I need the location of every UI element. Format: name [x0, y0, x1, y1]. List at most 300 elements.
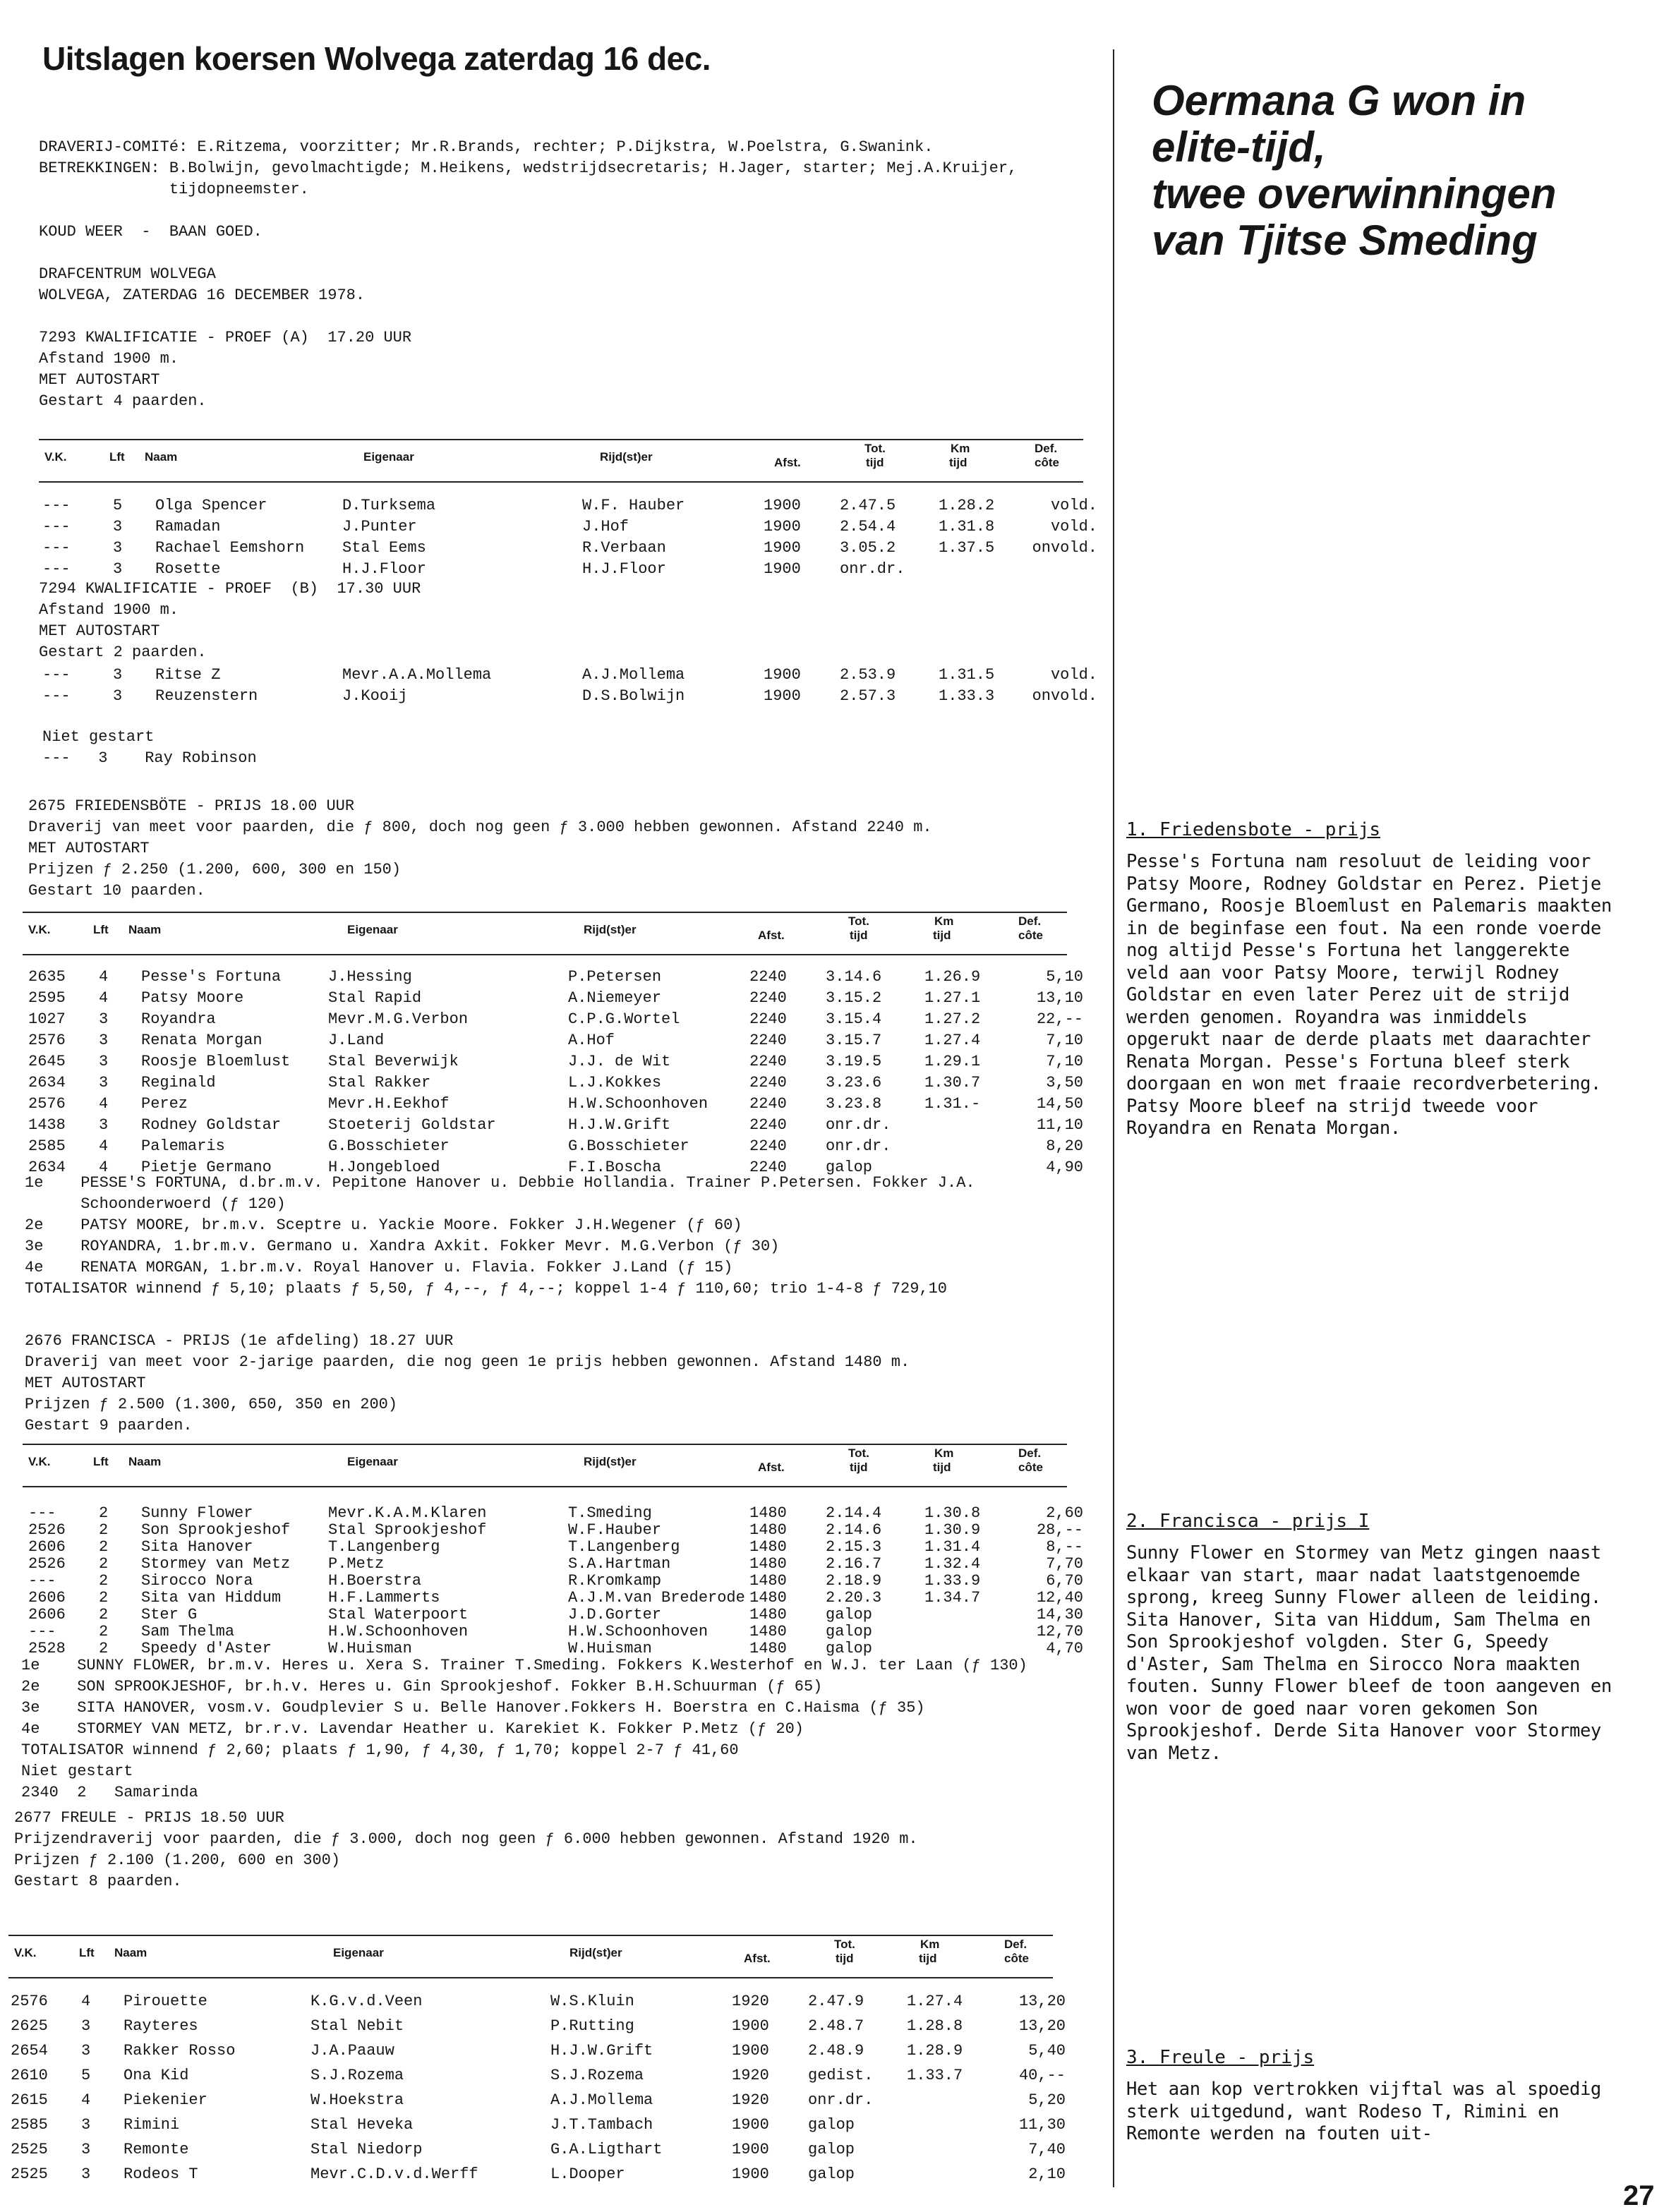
column-header-tot1: Tot. — [864, 442, 886, 455]
cell-afst: 2240 — [749, 989, 787, 1007]
cell-afst: 1900 — [732, 2042, 769, 2060]
cell-naam: Rimini — [123, 2116, 180, 2134]
cell-rijder: A.Niemeyer — [568, 989, 662, 1007]
cell-rijder: T.Langenberg — [568, 1538, 680, 1556]
cell-eigenaar: Mevr.K.A.M.Klaren — [328, 1504, 487, 1522]
cell-def-cote: 4,90 — [1046, 1159, 1083, 1176]
results-table-header — [39, 439, 1083, 483]
cell-afst: 1920 — [732, 1993, 769, 2010]
cell-lft: 3 — [81, 2165, 91, 2183]
cell-eigenaar: H.F.Lammerts — [328, 1589, 440, 1607]
column-header-tot1: Tot. — [834, 1938, 855, 1951]
cell-tot-tijd: 3.19.5 — [826, 1053, 882, 1070]
cell-eigenaar: H.W.Schoonhoven — [328, 1623, 469, 1640]
column-header-eigenaar: Eigenaar — [347, 1455, 398, 1468]
cell-lft: 2 — [99, 1504, 109, 1522]
cell-lft: 3 — [113, 666, 123, 684]
cell-rijder: W.S.Kluin — [550, 1993, 634, 2010]
cell-def-cote: 2,60 — [1046, 1504, 1083, 1522]
cell-naam: Sam Thelma — [141, 1623, 235, 1640]
article-title-line: van Tjitse Smeding — [1152, 217, 1538, 264]
cell-tot-tijd: 3.05.2 — [840, 539, 896, 557]
cell-lft: 3 — [113, 539, 123, 557]
intro-line: KOUD WEER - BAAN GOED. — [39, 223, 263, 241]
cell-vk: 2615 — [11, 2091, 48, 2109]
cell-km-tijd: 1.37.5 — [939, 539, 995, 557]
cell-def-cote: 14,30 — [1036, 1606, 1083, 1624]
cell-lft: 4 — [99, 1137, 109, 1155]
cell-def-cote: vold. — [1050, 666, 1097, 684]
cell-km-tijd: 1.33.9 — [924, 1572, 981, 1590]
page-number: 27 — [1623, 2180, 1655, 2211]
cell-rijder: C.P.G.Wortel — [568, 1010, 680, 1028]
cell-tot-tijd: 2.48.7 — [808, 2017, 864, 2035]
cell-tot-tijd: galop — [808, 2116, 855, 2134]
cell-km-tijd: 1.27.4 — [924, 1032, 981, 1049]
cell-afst: 1900 — [732, 2116, 769, 2134]
column-header-eigenaar: Eigenaar — [333, 1946, 384, 1959]
cell-def-cote: 4,70 — [1046, 1640, 1083, 1657]
cell-def-cote: 2,10 — [1028, 2165, 1066, 2183]
cell-afst: 2240 — [749, 1116, 787, 1134]
cell-tot-tijd: 3.23.6 — [826, 1074, 882, 1092]
cell-naam: Rosette — [155, 560, 221, 578]
race-info — [39, 579, 421, 663]
race-info — [25, 1331, 910, 1437]
race-info-line: Niet gestart — [21, 1763, 133, 1780]
cell-rijder: D.S.Bolwijn — [582, 687, 685, 705]
cell-km-tijd: 1.31.- — [924, 1095, 981, 1113]
cell-eigenaar: Mevr.A.A.Mollema — [342, 666, 492, 684]
column-header-tot2: tijd — [850, 1461, 868, 1474]
cell-tot-tijd: 3.14.6 — [826, 968, 882, 986]
race-report-title: 2. Francisca - prijs I — [1126, 1511, 1370, 1532]
cell-afst: 1900 — [764, 539, 801, 557]
cell-def-cote: 3,50 — [1046, 1074, 1083, 1092]
column-header-rijder: Rijd(st)er — [584, 923, 637, 936]
race-info-line: Gestart 10 paarden. — [28, 882, 205, 900]
cell-km-tijd: 1.33.7 — [907, 2067, 963, 2084]
column-header-def2: côte — [1018, 1461, 1043, 1474]
cell-lft: 2 — [99, 1606, 109, 1624]
race-info — [25, 1173, 975, 1300]
cell-naam: Roosje Bloemlust — [141, 1053, 291, 1070]
cell-def-cote: onvold. — [1032, 539, 1097, 557]
column-header-tot2: tijd — [836, 1952, 854, 1965]
cell-vk: 2528 — [28, 1640, 66, 1657]
cell-rijder: H.J.W.Grift — [550, 2042, 653, 2060]
race-report-title: 3. Freule - prijs — [1126, 2047, 1315, 2068]
race-info-line: Draverij van meet voor 2-jarige paarden, die nog geen 1e prijs hebben gewonnen. Afstand 1480 m. — [25, 1353, 910, 1371]
cell-def-cote: 7,40 — [1028, 2141, 1066, 2158]
cell-eigenaar: Stal Rapid — [328, 989, 422, 1007]
cell-km-tijd: 1.31.4 — [924, 1538, 981, 1556]
column-header-tot2: tijd — [866, 456, 884, 469]
article-title — [1152, 78, 1660, 264]
cell-eigenaar: Mevr.M.G.Verbon — [328, 1010, 469, 1028]
cell-vk: 2576 — [28, 1095, 66, 1113]
cell-afst: 1480 — [749, 1640, 787, 1657]
cell-tot-tijd: 2.15.3 — [826, 1538, 882, 1556]
cell-lft: 2 — [99, 1589, 109, 1607]
cell-lft: 3 — [81, 2141, 91, 2158]
cell-lft: 2 — [99, 1572, 109, 1590]
cell-rijder: L.J.Kokkes — [568, 1074, 662, 1092]
cell-eigenaar: H.J.Floor — [342, 560, 426, 578]
cell-eigenaar: Stal Niedorp — [311, 2141, 423, 2158]
race-info — [42, 727, 257, 769]
column-header-def1: Def. — [1018, 1446, 1042, 1460]
cell-rijder: G.Bosschieter — [568, 1137, 689, 1155]
cell-rijder: L.Dooper — [550, 2165, 625, 2183]
cell-vk: 2526 — [28, 1555, 66, 1573]
cell-eigenaar: S.J.Rozema — [311, 2067, 404, 2084]
cell-naam: Sirocco Nora — [141, 1572, 253, 1590]
cell-eigenaar: J.Punter — [342, 518, 417, 536]
column-header-def1: Def. — [1035, 442, 1058, 455]
cell-km-tijd: 1.28.9 — [907, 2042, 963, 2060]
intro-line — [39, 200, 1017, 222]
cell-lft: 4 — [99, 1159, 109, 1176]
cell-def-cote: 8,-- — [1046, 1538, 1083, 1556]
cell-lft: 3 — [99, 1010, 109, 1028]
cell-eigenaar: J.Hessing — [328, 968, 412, 986]
cell-km-tijd: 1.30.7 — [924, 1074, 981, 1092]
race-report-title: 1. Friedensbote - prijs — [1126, 819, 1381, 840]
cell-def-cote: onvold. — [1032, 687, 1097, 705]
results-table-header — [8, 1935, 1053, 1978]
cell-naam: Perez — [141, 1095, 188, 1113]
cell-vk: --- — [42, 687, 71, 705]
cell-tot-tijd: 2.14.4 — [826, 1504, 882, 1522]
intro-line — [39, 243, 1017, 264]
cell-vk: 1027 — [28, 1010, 66, 1028]
race-info-line: 2677 FREULE - PRIJS 18.50 UUR — [14, 1809, 284, 1827]
intro-line: MET AUTOSTART — [39, 371, 160, 389]
column-header-naam: Naam — [145, 450, 178, 464]
intro-line: BETREKKINGEN: B.Bolwijn, gevolmachtigde; M.Heikens, wedstrijdsecretaris; H.Jager, starter; Mej.A.Kruijer, — [39, 159, 1018, 177]
race-info-line: Prijzen ƒ 2.500 (1.300, 650, 350 en 200) — [25, 1396, 398, 1413]
race-info-line: 3e ROYANDRA, 1.br.m.v. Germano u. Xandra Axkit. Fokker Mevr. M.G.Verbon (ƒ 30) — [25, 1238, 780, 1255]
cell-eigenaar: P.Metz — [328, 1555, 385, 1573]
race-info-line: Draverij van meet voor paarden, die ƒ 800, doch nog geen ƒ 3.000 hebben gewonnen. Afstand 2240 m. — [28, 818, 932, 836]
cell-lft: 4 — [99, 968, 109, 986]
race-info-line: 2675 FRIEDENSBÖTE - PRIJS 18.00 UUR — [28, 797, 355, 815]
cell-afst: 1480 — [749, 1572, 787, 1590]
cell-rijder: A.J.Mollema — [550, 2091, 653, 2109]
results-table-header — [23, 912, 1067, 955]
cell-naam: Sita Hanover — [141, 1538, 253, 1556]
cell-def-cote: 13,20 — [1018, 2017, 1066, 2035]
cell-km-tijd: 1.31.8 — [939, 518, 995, 536]
cell-eigenaar: H.Jongebloed — [328, 1159, 440, 1176]
cell-lft: 3 — [99, 1074, 109, 1092]
cell-lft: 3 — [99, 1032, 109, 1049]
cell-naam: Sunny Flower — [141, 1504, 253, 1522]
race-info-line: Afstand 1900 m. — [39, 601, 179, 619]
cell-vk: 2634 — [28, 1074, 66, 1092]
column-header-tot2: tijd — [850, 929, 868, 942]
cell-km-tijd: 1.27.2 — [924, 1010, 981, 1028]
cell-km-tijd: 1.28.8 — [907, 2017, 963, 2035]
cell-eigenaar: J.A.Paauw — [311, 2042, 394, 2060]
cell-tot-tijd: galop — [826, 1159, 873, 1176]
column-header-eigenaar: Eigenaar — [347, 923, 398, 936]
intro-line: Gestart 4 paarden. — [39, 392, 207, 410]
cell-naam: Piekenier — [123, 2091, 207, 2109]
column-header-def1: Def. — [1004, 1938, 1027, 1951]
cell-tot-tijd: galop — [808, 2165, 855, 2183]
cell-afst: 1480 — [749, 1589, 787, 1607]
cell-rijder: W.F. Hauber — [582, 497, 685, 514]
cell-vk: 2585 — [28, 1137, 66, 1155]
cell-tot-tijd: galop — [826, 1606, 873, 1624]
cell-afst: 1480 — [749, 1623, 787, 1640]
cell-def-cote: 12,40 — [1036, 1589, 1083, 1607]
cell-lft: 2 — [99, 1521, 109, 1539]
race-info-line: MET AUTOSTART — [28, 840, 150, 857]
cell-afst: 1900 — [764, 497, 801, 514]
cell-vk: --- — [42, 518, 71, 536]
cell-naam: Royandra — [141, 1010, 216, 1028]
cell-naam: Patsy Moore — [141, 989, 244, 1007]
cell-naam: Rachael Eemshorn — [155, 539, 305, 557]
cell-def-cote: 7,10 — [1046, 1053, 1083, 1070]
cell-afst: 1900 — [732, 2141, 769, 2158]
cell-rijder: T.Smeding — [568, 1504, 652, 1522]
cell-km-tijd: 1.31.5 — [939, 666, 995, 684]
cell-eigenaar: Stal Sprookjeshof — [328, 1521, 487, 1539]
cell-tot-tijd: 2.16.7 — [826, 1555, 882, 1573]
cell-def-cote: 12,70 — [1036, 1623, 1083, 1640]
cell-lft: 3 — [113, 518, 123, 536]
cell-naam: Ona Kid — [123, 2067, 189, 2084]
cell-vk: 2654 — [11, 2042, 48, 2060]
cell-km-tijd: 1.32.4 — [924, 1555, 981, 1573]
race-report — [1126, 2046, 1620, 2146]
cell-tot-tijd: onr.dr. — [808, 2091, 874, 2109]
cell-vk: 2525 — [11, 2141, 48, 2158]
column-header-km2: tijd — [933, 1461, 951, 1474]
cell-tot-tijd: 3.15.7 — [826, 1032, 882, 1049]
race-info-line: MET AUTOSTART — [25, 1374, 146, 1392]
cell-def-cote: 7,10 — [1046, 1032, 1083, 1049]
column-header-rijder: Rijd(st)er — [584, 1455, 637, 1468]
cell-vk: --- — [42, 497, 71, 514]
column-header-def1: Def. — [1018, 914, 1042, 928]
column-header-def2: côte — [1035, 456, 1059, 469]
race-info — [21, 1655, 1027, 1803]
cell-lft: 3 — [81, 2017, 91, 2035]
cell-rijder: P.Petersen — [568, 968, 662, 986]
cell-vk: 2634 — [28, 1159, 66, 1176]
cell-tot-tijd: 2.20.3 — [826, 1589, 882, 1607]
column-header-naam: Naam — [114, 1946, 147, 1959]
cell-eigenaar: Mevr.H.Eekhof — [328, 1095, 450, 1113]
race-info-line: 1e SUNNY FLOWER, br.m.v. Heres u. Xera S. Trainer T.Smeding. Fokkers K.Westerhof en W.J. ter Laan (ƒ 130) — [21, 1657, 1027, 1674]
cell-eigenaar: Stal Heveka — [311, 2116, 414, 2134]
cell-naam: Sita van Hiddum — [141, 1589, 282, 1607]
cell-vk: 2635 — [28, 968, 66, 986]
cell-rijder: J.J. de Wit — [568, 1053, 671, 1070]
cell-afst: 2240 — [749, 1074, 787, 1092]
cell-afst: 1480 — [749, 1504, 787, 1522]
cell-km-tijd: 1.26.9 — [924, 968, 981, 986]
race-info-line: 4e STORMEY VAN METZ, br.r.v. Lavendar Heather u. Karekiet K. Fokker P.Metz (ƒ 20) — [21, 1720, 804, 1738]
race-info-line: 7294 KWALIFICATIE - PROEF (B) 17.30 UUR — [39, 580, 421, 598]
cell-eigenaar: W.Huisman — [328, 1640, 412, 1657]
cell-tot-tijd: 3.23.8 — [826, 1095, 882, 1113]
cell-lft: 3 — [113, 560, 123, 578]
intro-line — [39, 306, 1017, 327]
race-report-text: Het aan kop vertrokken vijftal was al spoedig sterk uitgedund, want Rodeso T, Rimini en Remonte werden na fouten uit- — [1126, 2079, 1601, 2144]
cell-def-cote: 14,50 — [1036, 1095, 1083, 1113]
cell-vk: 2606 — [28, 1606, 66, 1624]
cell-rijder: A.J.M.van Brederode — [568, 1589, 745, 1607]
cell-rijder: W.F.Hauber — [568, 1521, 662, 1539]
column-header-rijder: Rijd(st)er — [600, 450, 653, 464]
cell-eigenaar: Stoeterij Goldstar — [328, 1116, 496, 1134]
cell-eigenaar: D.Turksema — [342, 497, 436, 514]
column-header-def2: côte — [1018, 929, 1043, 942]
column-header-afst: Afst. — [758, 1461, 785, 1474]
race-info-line: TOTALISATOR winnend ƒ 2,60; plaats ƒ 1,90, ƒ 4,30, ƒ 1,70; koppel 2-7 ƒ 41,60 — [21, 1741, 739, 1759]
race-info — [28, 796, 932, 902]
cell-def-cote: 28,-- — [1036, 1521, 1083, 1539]
column-header-km1: Km — [920, 1938, 940, 1951]
cell-tot-tijd: 2.14.6 — [826, 1521, 882, 1539]
cell-naam: Olga Spencer — [155, 497, 267, 514]
page-headline: Uitslagen koersen Wolvega zaterdag 16 dec. — [42, 40, 711, 77]
cell-def-cote: 13,20 — [1018, 1993, 1066, 2010]
column-header-km2: tijd — [949, 456, 967, 469]
race-info-line: Niet gestart — [42, 728, 155, 746]
cell-def-cote: 11,10 — [1036, 1116, 1083, 1134]
column-divider — [1113, 49, 1114, 2187]
column-header-vk: V.K. — [14, 1946, 37, 1959]
cell-def-cote: 22,-- — [1036, 1010, 1083, 1028]
cell-naam: Pirouette — [123, 1993, 207, 2010]
cell-lft: 3 — [113, 687, 123, 705]
cell-rijder: J.Hof — [582, 518, 629, 536]
cell-afst: 1920 — [732, 2067, 769, 2084]
column-header-vk: V.K. — [28, 1455, 51, 1468]
cell-lft: 2 — [99, 1640, 109, 1657]
cell-eigenaar: G.Bosschieter — [328, 1137, 450, 1155]
cell-rijder: H.J.Floor — [582, 560, 666, 578]
cell-naam: Rayteres — [123, 2017, 198, 2035]
cell-naam: Ritse Z — [155, 666, 221, 684]
cell-km-tijd: 1.30.9 — [924, 1521, 981, 1539]
cell-eigenaar: J.Kooij — [342, 687, 408, 705]
cell-lft: 2 — [99, 1538, 109, 1556]
cell-rijder: J.T.Tambach — [550, 2116, 653, 2134]
cell-def-cote: 40,-- — [1018, 2067, 1066, 2084]
cell-vk: 2585 — [11, 2116, 48, 2134]
cell-vk: 2606 — [28, 1538, 66, 1556]
cell-def-cote: vold. — [1050, 518, 1097, 536]
cell-lft: 2 — [99, 1623, 109, 1640]
cell-vk: --- — [28, 1572, 56, 1590]
cell-def-cote: vold. — [1050, 497, 1097, 514]
cell-afst: 1480 — [749, 1521, 787, 1539]
column-header-lft: Lft — [93, 923, 109, 936]
intro-line: 7293 KWALIFICATIE - PROEF (A) 17.20 UUR — [39, 329, 412, 346]
cell-vk: 2576 — [28, 1032, 66, 1049]
cell-lft: 2 — [99, 1555, 109, 1573]
cell-naam: Reginald — [141, 1074, 216, 1092]
cell-eigenaar: J.Land — [328, 1032, 385, 1049]
intro-line: DRAFCENTRUM WOLVEGA — [39, 265, 216, 283]
cell-rijder: R.Verbaan — [582, 539, 666, 557]
cell-afst: 2240 — [749, 968, 787, 986]
race-info-line: Gestart 9 paarden. — [25, 1417, 193, 1434]
column-header-km2: tijd — [933, 929, 951, 942]
cell-naam: Pietje Germano — [141, 1159, 272, 1176]
cell-tot-tijd: onr.dr. — [840, 560, 905, 578]
cell-afst: 2240 — [749, 1095, 787, 1113]
cell-eigenaar: H.Boerstra — [328, 1572, 422, 1590]
cell-naam: Rodeos T — [123, 2165, 198, 2183]
cell-lft: 5 — [113, 497, 123, 514]
cell-tot-tijd: 2.18.9 — [826, 1572, 882, 1590]
results-table-header — [23, 1444, 1067, 1487]
race-info-line: Schoonderwoerd (ƒ 120) — [25, 1195, 286, 1213]
cell-rijder: P.Rutting — [550, 2017, 634, 2035]
cell-vk: 2610 — [11, 2067, 48, 2084]
cell-naam: Stormey van Metz — [141, 1555, 291, 1573]
cell-tot-tijd: 3.15.4 — [826, 1010, 882, 1028]
cell-vk: --- — [42, 539, 71, 557]
column-header-tot1: Tot. — [848, 1446, 869, 1460]
article-title-line: Oermana G won in — [1152, 77, 1526, 124]
cell-afst: 2240 — [749, 1032, 787, 1049]
cell-eigenaar: Stal Waterpoort — [328, 1606, 469, 1624]
column-header-vk: V.K. — [28, 923, 51, 936]
cell-vk: 2645 — [28, 1053, 66, 1070]
race-report-text: Sunny Flower en Stormey van Metz gingen naast elkaar van start, maar nadat laatstgenoemde sprong, kreeg Sunny Flower alleen de leiding. Sita Hanover, Sita van Hiddum, Sam Thelma en Son Sprookjeshof volgden. Ster G, Speedy d'Aster, Sam Thelma en Sirocco Nora maakten fouten. Sunny Flower bleef de toon aangeven en won voor de goed naar voren gekomen Son Sprookjeshof. Derde Sita Hanover voor Stormey van Metz. — [1126, 1542, 1612, 1764]
cell-rijder: A.J.Mollema — [582, 666, 685, 684]
race-info — [14, 1808, 918, 1892]
cell-lft: 3 — [99, 1116, 109, 1134]
cell-rijder: S.A.Hartman — [568, 1555, 671, 1573]
intro-line: tijdopneemster. — [39, 181, 309, 198]
cell-afst: 1480 — [749, 1538, 787, 1556]
cell-afst: 2240 — [749, 1137, 787, 1155]
column-header-naam: Naam — [128, 1455, 162, 1468]
cell-vk: 1438 — [28, 1116, 66, 1134]
cell-rijder: W.Huisman — [568, 1640, 652, 1657]
cell-afst: 1920 — [732, 2091, 769, 2109]
column-header-km1: Km — [934, 914, 954, 928]
column-header-km2: tijd — [919, 1952, 937, 1965]
cell-eigenaar: Stal Rakker — [328, 1074, 431, 1092]
cell-def-cote: 5,10 — [1046, 968, 1083, 986]
cell-tot-tijd: galop — [808, 2141, 855, 2158]
cell-rijder: S.J.Rozema — [550, 2067, 644, 2084]
cell-lft: 4 — [81, 2091, 91, 2109]
cell-def-cote: 13,10 — [1036, 989, 1083, 1007]
race-info-line: 2e SON SPROOKJESHOF, br.h.v. Heres u. Gin Sprookjeshof. Fokker B.H.Schuurman (ƒ 65) — [21, 1678, 823, 1696]
race-info-line: --- 3 Ray Robinson — [42, 749, 257, 767]
race-info-line: TOTALISATOR winnend ƒ 5,10; plaats ƒ 5,50, ƒ 4,--, ƒ 4,--; koppel 1-4 ƒ 110,60; trio 1-4-8 ƒ 729,10 — [25, 1280, 948, 1298]
cell-lft: 3 — [81, 2116, 91, 2134]
cell-def-cote: 8,20 — [1046, 1137, 1083, 1155]
cell-tot-tijd: gedist. — [808, 2067, 874, 2084]
cell-eigenaar: Stal Eems — [342, 539, 426, 557]
cell-vk: --- — [28, 1623, 56, 1640]
column-header-tot1: Tot. — [848, 914, 869, 928]
